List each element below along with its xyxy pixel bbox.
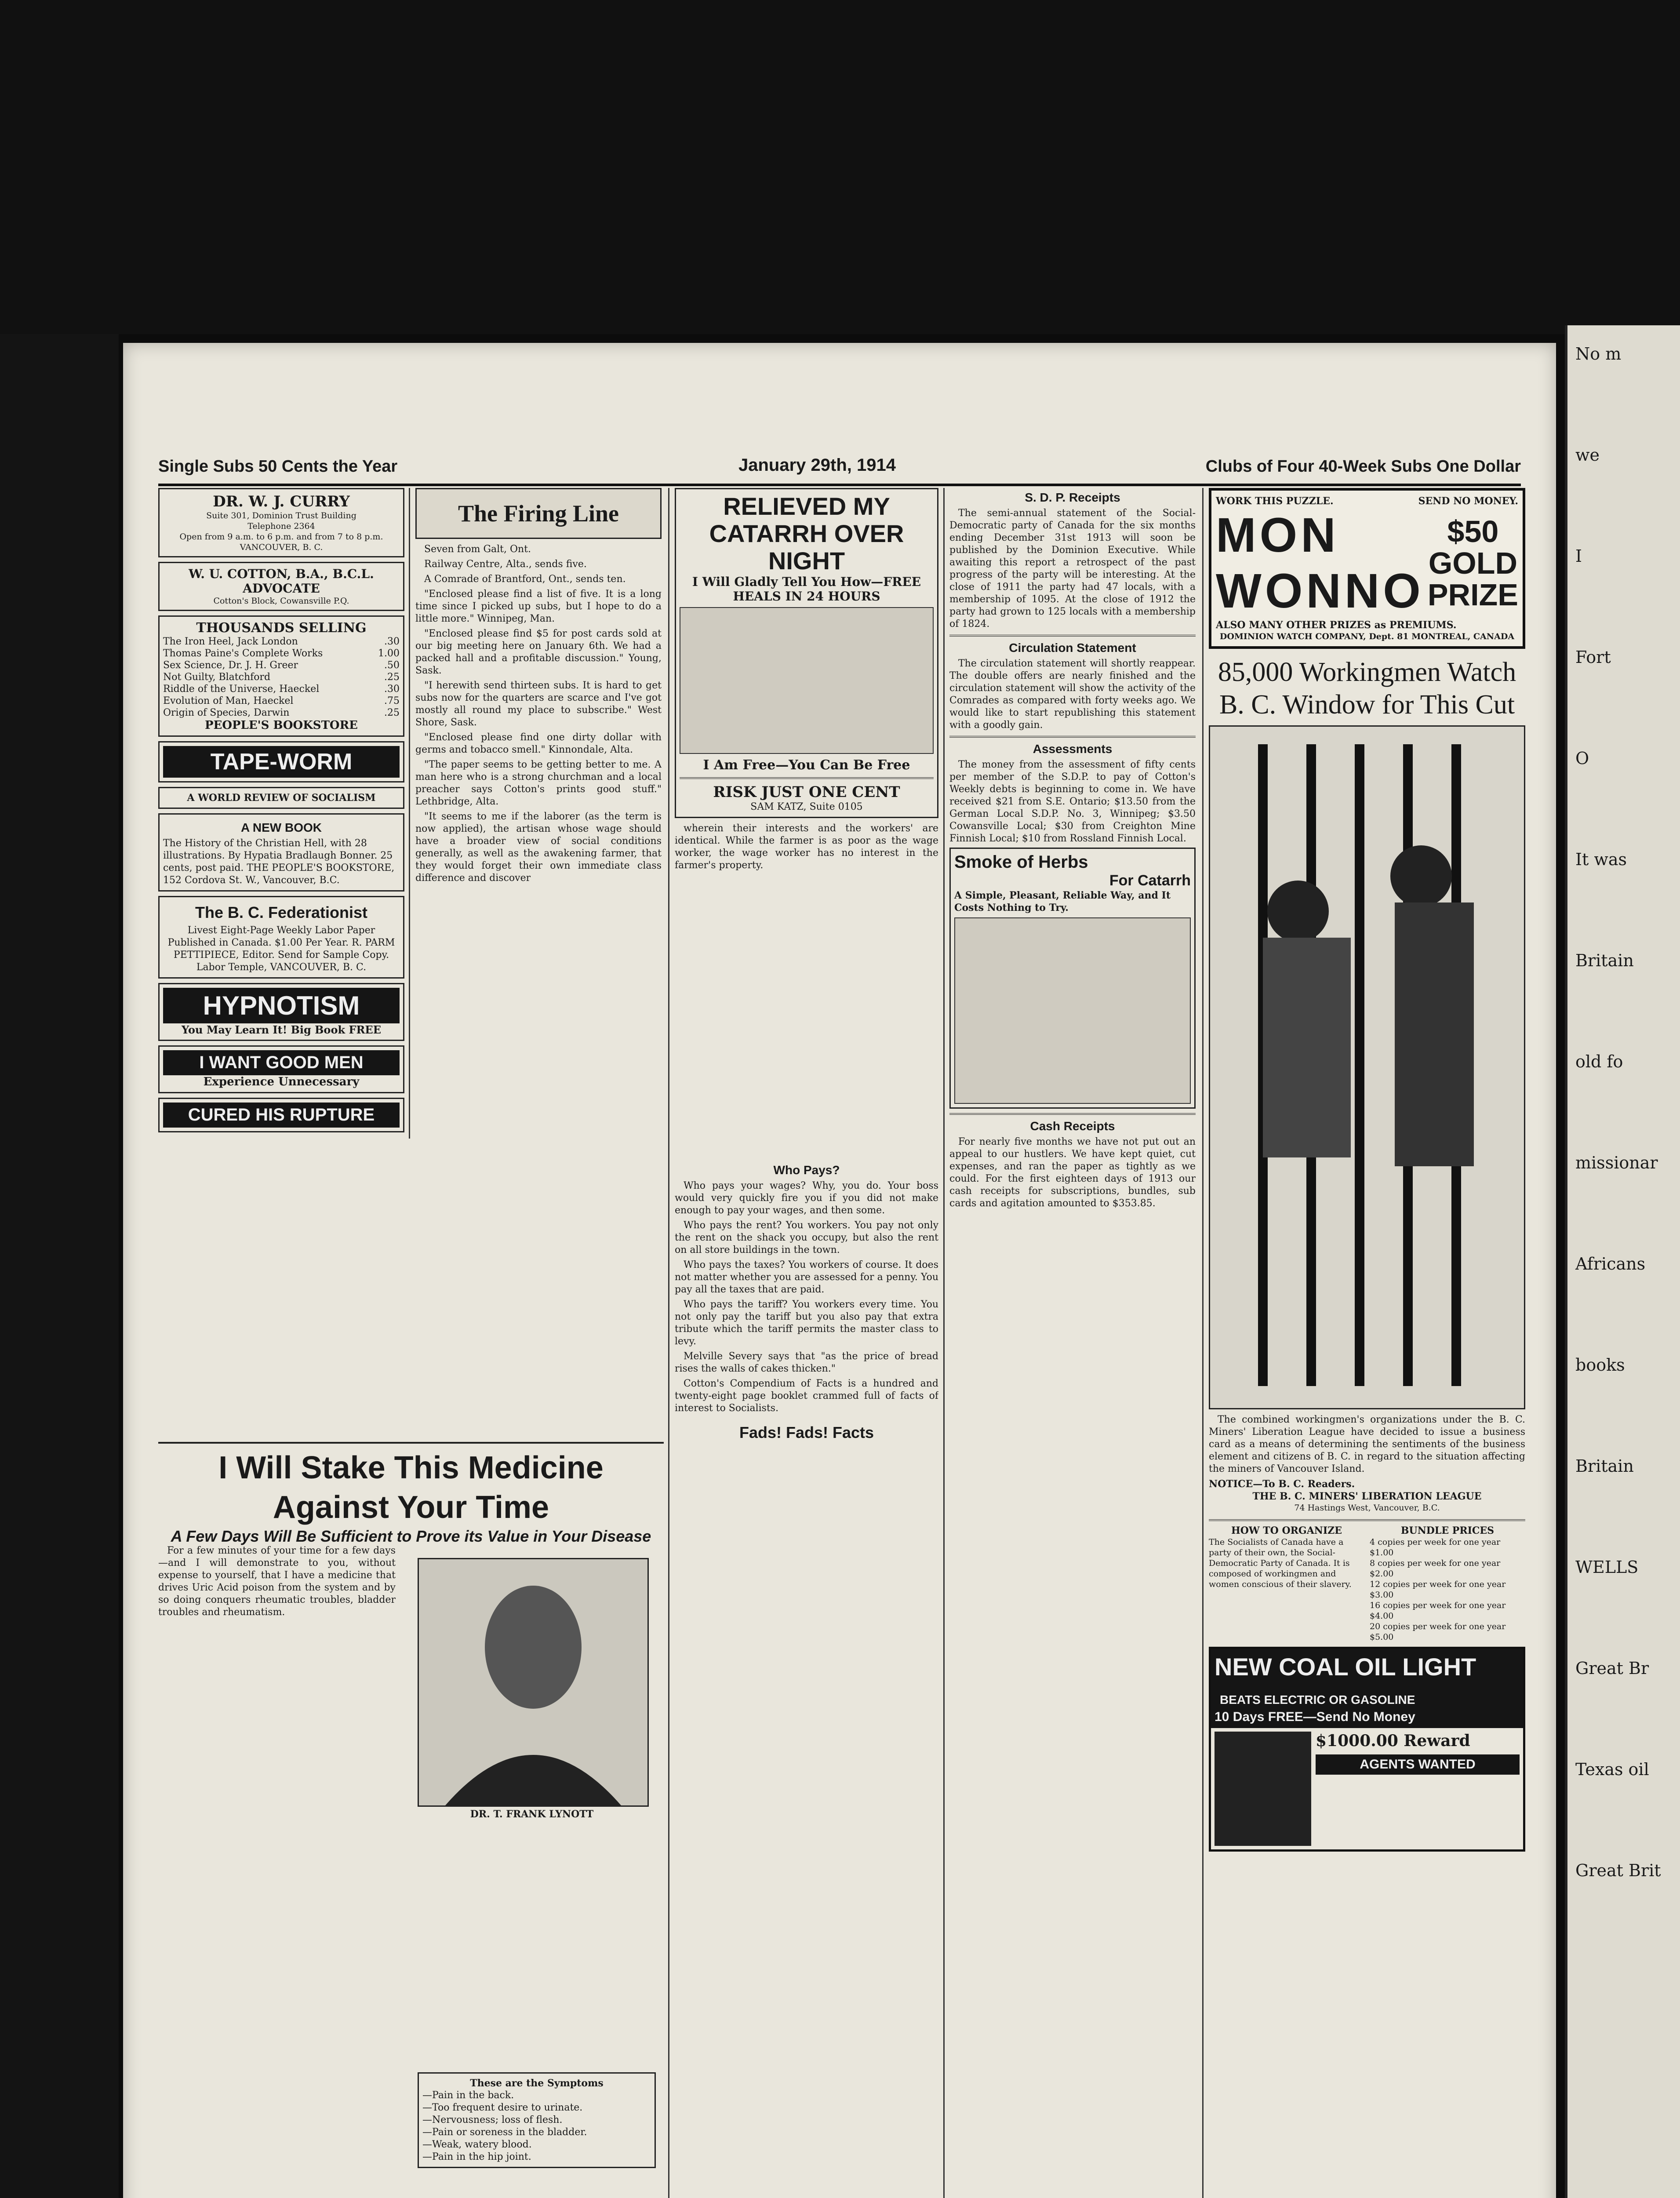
symptom-item: —Pain or soreness in the bladder.: [422, 2127, 587, 2138]
adjacent-text-fragment: Britain: [1575, 1456, 1634, 1476]
curry-line: Open from 9 a.m. to 6 p.m. and from 7 to 8 p.m.: [179, 532, 383, 542]
symptoms-title: These are the Symptoms: [470, 2078, 604, 2089]
hypnotism-title: HYPNOTISM: [163, 988, 400, 1023]
column-rule: [668, 488, 669, 2198]
organize-text: The Socialists of Canada have a party of their own, the Social-Democratic Party of Canada. It is composed of workingmen and women conscious of their slavery.: [1209, 1537, 1352, 1589]
miners-address: 74 Hastings West, Vancouver, B.C.: [1294, 1503, 1440, 1513]
symptom-item: —Nervousness; loss of flesh.: [422, 2114, 563, 2125]
symptom-item: —Pain in the hip joint.: [422, 2151, 531, 2162]
divider: [949, 1113, 1196, 1115]
assessments-title: Assessments: [1033, 742, 1113, 756]
curry-name: DR. W. J. CURRY: [213, 493, 350, 510]
bundle-price-item: 8 copies per week for one year $2.00: [1370, 1558, 1501, 1579]
smoke-title: Smoke of Herbs: [954, 852, 1088, 872]
tapeworm-title: TAPE-WORM: [163, 746, 400, 778]
catarrh-ad: [675, 488, 938, 818]
book-title: Riddle of the Universe, Haeckel: [163, 684, 320, 695]
bundle-block: [1370, 1525, 1525, 1642]
smoke-illustration: [954, 917, 1191, 1104]
coal-reward: $1000.00 Reward: [1316, 1732, 1470, 1750]
coal-sub: 10 Days FREE—Send No Money: [1215, 1710, 1415, 1724]
masthead-date: January 29th, 1914: [738, 455, 896, 475]
symptom-item: —Pain in the back.: [422, 2090, 514, 2101]
adjacent-text-fragment: Texas oil: [1575, 1760, 1649, 1779]
stake-medicine-ad: [158, 1442, 664, 2198]
book-list-item: [163, 695, 400, 707]
book-title: Evolution of Man, Haeckel: [163, 695, 294, 706]
thousands-title: THOUSANDS SELLING: [196, 620, 367, 636]
book-title: Origin of Species, Darwin: [163, 707, 290, 718]
book-price: .30: [384, 684, 400, 695]
hypnotism-ad: [158, 983, 404, 1041]
doctor-caption: DR. T. FRANK LYNOTT: [470, 1809, 594, 1820]
smoke-lead: A Simple, Pleasant, Reliable Way, and It Costs Nothing to Try.: [954, 890, 1171, 913]
puzzle-word-2: WONNO: [1216, 564, 1424, 618]
curry-line: VANCOUVER, B. C.: [240, 542, 323, 552]
puzzle-footer: DOMINION WATCH COMPANY, Dept. 81 MONTREAL, CANADA: [1219, 632, 1515, 641]
catarrh-title: RELIEVED MY CATARRH OVER NIGHT: [709, 492, 904, 575]
risk-title: RISK JUST ONE CENT: [713, 783, 900, 801]
circulation-text: The circulation statement will shortly reappear. The double offers are nearly finished and the circulation statement will show the activity of the Comrades as compared with forty weeks ago. We would like to start republishing this statement with a goodly gain.: [949, 658, 1196, 731]
coal-agents: AGENTS WANTED: [1316, 1754, 1520, 1775]
adjacent-page-text: [1567, 325, 1680, 1881]
book-title: Sex Science, Dr. J. H. Greer: [163, 660, 298, 671]
adjacent-page-fragment: [1565, 325, 1680, 2198]
divider: [949, 736, 1196, 738]
puzzle-top-right: SEND NO MONEY.: [1418, 495, 1518, 507]
stake-text: For a few minutes of your time for a few days—and I will demonstrate to you, without expense to yourself, that I have a medicine that drives Uric Acid poison from the system and by so doing conquers rheumatic troubles, bladder troubles and rheumatism.: [158, 1545, 396, 1618]
book-price: .30: [384, 636, 400, 647]
organize-block: [1209, 1525, 1364, 1642]
curry-line: Telephone 2364: [247, 521, 315, 531]
cotton-ad: [158, 562, 404, 611]
cotton-name: W. U. COTTON, B.A., B.C.L. ADVOCATE: [189, 567, 374, 596]
coal-header: [1211, 1649, 1523, 1728]
prize-label: PRIZE: [1427, 578, 1518, 612]
organize-title: HOW TO ORGANIZE: [1231, 1525, 1342, 1536]
column-window: [1209, 488, 1525, 2198]
rupture-ad: [158, 1098, 404, 1132]
who-pays-paragraph: Who pays the taxes? You workers of course. It does not matter whether you are assessed for a penny. You pay all the taxes that are paid.: [675, 1259, 938, 1295]
firing-line-paragraph: "The paper seems to be getting better to me. A man here who is a strong churchman and a local preacher says Cotton's prints good stuff." Lethbridge, Alta.: [415, 759, 662, 807]
column-receipts: [949, 488, 1196, 2198]
firing-line-banner: [415, 488, 662, 539]
organize-bundle-row: [1209, 1519, 1525, 1642]
book-title: Thomas Paine's Complete Works: [163, 648, 323, 659]
column-rule: [1202, 488, 1204, 2198]
bundle-list: [1370, 1537, 1525, 1642]
puzzle-word-1: MON: [1216, 508, 1339, 562]
book-list-item: [163, 671, 400, 683]
adjacent-text-fragment: Africans: [1575, 1254, 1646, 1274]
world-review-ad: A WORLD REVIEW OF SOCIALISM: [158, 787, 404, 809]
symptom-item: —Weak, watery blood.: [422, 2139, 532, 2150]
adjacent-text-fragment: books: [1575, 1355, 1625, 1375]
puzzle-also: ALSO MANY OTHER PRIZES as PREMIUMS.: [1216, 619, 1457, 631]
new-book-title: A NEW BOOK: [240, 821, 322, 834]
scan-border-top: [0, 0, 1680, 334]
puzzle-prize: [1428, 516, 1518, 611]
firing-line-paragraph: "I herewith send thirteen subs. It is hard to get subs now for the quarters are scarce and I've got mostly all round my place to subscribe." West Shore, Sask.: [415, 680, 662, 728]
prison-illustration: [1209, 725, 1525, 1409]
book-list-item: [163, 683, 400, 695]
column-who-pays: [675, 1161, 938, 2198]
firing-line-paragraph: "Enclosed please find a list of five. It is a long time since I picked up subs, but I hope to do a little more." Winnipeg, Man.: [415, 589, 662, 624]
miners-notice: NOTICE—To B. C. Readers.: [1209, 1478, 1355, 1490]
column-catarrh: [675, 488, 938, 1139]
tapeworm-ad: [158, 741, 404, 782]
puzzle-top: [1216, 495, 1518, 507]
book-price: .25: [384, 707, 400, 718]
firing-line-paragraph: "Enclosed please find $5 for post cards sold at our big meeting here on January 6th. We had a packed hall and a profitable discussion." Young, Sask.: [415, 628, 662, 676]
column-rule: [943, 488, 945, 2198]
masthead-right: Clubs of Four 40-Week Subs One Dollar: [1205, 457, 1521, 476]
bookstore-name: PEOPLE'S BOOKSTORE: [204, 719, 358, 732]
doctor-portrait: [418, 1558, 649, 1807]
adjacent-text-fragment: old fo: [1575, 1052, 1623, 1071]
who-pays-text: [675, 1180, 938, 1415]
adjacent-text-fragment: Fort: [1575, 648, 1611, 667]
book-price: .75: [384, 695, 400, 706]
symptoms-box: [418, 2072, 656, 2168]
who-pays-paragraph: Cotton's Compendium of Facts is a hundred and twenty-eight page booklet crammed full of facts of interest to Socialists.: [675, 1378, 938, 1414]
adjacent-text-fragment: Great Brit: [1575, 1861, 1661, 1880]
book-list: [163, 636, 400, 719]
adjacent-text-fragment: WELLS: [1575, 1558, 1639, 1577]
catarrh-illustration: [680, 607, 934, 754]
col3-text: [675, 822, 938, 872]
book-title: The Iron Heel, Jack London: [163, 636, 298, 647]
firing-line-paragraph: Seven from Galt, Ont.: [424, 544, 531, 555]
puzzle-body: [1216, 507, 1518, 619]
free-title: I Am Free—You Can Be Free: [703, 757, 910, 773]
coal-body: [1211, 1728, 1523, 1849]
column-firing-line: [415, 488, 662, 1139]
puzzle-ad: [1209, 488, 1525, 649]
who-pays-paragraph: Who pays your wages? Why, you do. Your boss would very quickly fire you if you did not make enough to pay your wages, and then some.: [675, 1180, 938, 1216]
new-book-ad: [158, 813, 404, 892]
book-list-item: [163, 707, 400, 719]
divider: [680, 777, 934, 779]
who-pays-paragraph: Who pays the tariff? You workers every time. You not only pay the tariff but you also pay that extra tribute which the tariff permits the master class to levy.: [675, 1299, 938, 1347]
coal-tag: BEATS ELECTRIC OR GASOLINE: [1220, 1693, 1415, 1707]
stake-title: I Will Stake This Medicine Against Your Time: [218, 1450, 604, 1525]
want-men-ad: [158, 1045, 404, 1093]
adjacent-text-fragment: Britain: [1575, 951, 1634, 970]
book-price: .25: [384, 672, 400, 683]
bundle-title: BUNDLE PRICES: [1400, 1525, 1495, 1536]
circulation-title: Circulation Statement: [1009, 641, 1136, 655]
prize-amount: $50: [1447, 514, 1499, 549]
col3-paragraph: wherein their interests and the workers' are identical. While the farmer is as poor as the wage worker, the wage worker has no interest in the farmer's property.: [675, 823, 938, 871]
adjacent-text-fragment: O: [1575, 749, 1589, 768]
masthead-left: Single Subs 50 Cents the Year: [158, 457, 398, 476]
firing-line-text: [415, 543, 662, 884]
bundle-price-item: 16 copies per week for one year $4.00: [1370, 1601, 1506, 1621]
federationist-text: Livest Eight-Page Weekly Labor Paper Published in Canada. $1.00 Per Year. R. PARM PETTIPIECE, Editor. Send for Sample Copy. Labor Temple, VANCOUVER, B. C.: [167, 925, 395, 973]
puzzle-top-left: WORK THIS PUZZLE.: [1216, 495, 1334, 507]
firing-line-title: The Firing Line: [458, 500, 619, 527]
book-price: 1.00: [378, 648, 400, 659]
coal-title: NEW COAL OIL LIGHT: [1215, 1653, 1476, 1681]
scan-border-left: [0, 334, 119, 2198]
firing-line-paragraph: "Enclosed please find one dirty dollar with germs and tobacco smell." Kinnondale, Alta.: [415, 732, 662, 755]
firing-line-paragraph: A Comrade of Brantford, Ont., sends ten.: [424, 574, 626, 585]
prize-gold: GOLD: [1428, 546, 1518, 580]
portrait-drawing: [419, 1559, 647, 1805]
thousands-ad: [158, 615, 404, 737]
symptom-item: —Too frequent desire to urinate.: [422, 2102, 583, 2113]
symptom-list: [422, 2089, 651, 2163]
bundle-price-item: 4 copies per week for one year $1.00: [1370, 1537, 1501, 1558]
federationist-title: The B. C. Federationist: [195, 903, 368, 921]
coal-oil-ad: [1209, 1647, 1525, 1852]
book-list-item: [163, 659, 400, 671]
smoke-herbs-ad: [949, 848, 1196, 1109]
fads-title: Fads! Fads! Facts: [739, 1423, 874, 1441]
adjacent-text-fragment: No m: [1575, 344, 1622, 364]
bundle-price-item: 12 copies per week for one year $3.00: [1370, 1579, 1506, 1600]
stake-sub: A Few Days Will Be Sufficient to Prove its Value in Your Disease: [171, 1527, 651, 1545]
cash-text: For nearly five months we have not put out an appeal to our hustlers. We have kept quiet, cut expenses, and ran the paper as tightly as we could. For the first eighteen days of 1913 our cash receipts for subscriptions, bundles, sub cards and agitation amounted to $353.85.: [949, 1136, 1196, 1209]
miners-text: The combined workingmen's organizations under the B. C. Miners' Liberation League have decided to issue a business card as a means of determining the sentiments of the business element and citizens of B. C. in regard to the situation affecting the miners of Vancouver Island.: [1209, 1414, 1525, 1474]
adjacent-text-fragment: missionar: [1575, 1153, 1658, 1172]
sdp-title: S. D. P. Receipts: [1025, 491, 1120, 504]
book-list-item: [163, 648, 400, 659]
catarrh-sub: I Will Gladly Tell You How—FREE: [692, 575, 921, 589]
stake-left-text: [158, 1545, 396, 1621]
hypnotism-sub: You May Learn It! Big Book FREE: [181, 1023, 382, 1036]
adjacent-text-fragment: It was: [1575, 850, 1627, 869]
firing-line-paragraph: "It seems to me if the laborer (as the term is now applied), the artisan whose wage should have a broader view of social conditions generally, as well as the awakening farmer, that they would forget their own immediate class difference and discover: [415, 811, 662, 884]
smoke-sub: For Catarrh: [1109, 872, 1191, 889]
masthead: [158, 453, 1521, 486]
sdp-text: The semi-annual statement of the Social-Democratic party of Canada for the six months ending December 31st 1913 will soon be published by the Dominion Executive. While awaiting this report a retrospect of the past progress of the party will be interesting. At the close of 1911 the party had 47 locals, with a membership of 1095. At the close of 1912 the party had grown to 125 locals with a membership of 1824.: [949, 508, 1196, 630]
risk-signature: SAM KATZ, Suite 0105: [750, 801, 863, 812]
coal-text: [1316, 1732, 1520, 1846]
adjacent-text-fragment: Great Br: [1575, 1659, 1649, 1678]
prison-bars-drawing: [1210, 727, 1525, 1408]
newspaper-page: [123, 343, 1556, 2198]
catarrh-heals: HEALS IN 24 HOURS: [733, 589, 880, 604]
adjacent-text-fragment: I: [1575, 546, 1582, 566]
adjacent-text-fragment: we: [1575, 445, 1600, 465]
divider: [949, 635, 1196, 637]
miners-league: THE B. C. MINERS' LIBERATION LEAGUE: [1252, 1491, 1482, 1502]
who-pays-title: Who Pays?: [773, 1163, 840, 1177]
curry-ad: [158, 488, 404, 557]
book-list-item: [163, 636, 400, 648]
workingmen-headline: 85,000 Workingmen Watch B. C. Window for This Cut: [1218, 657, 1516, 720]
who-pays-paragraph: Who pays the rent? You workers. You pay not only the rent on the shack you occupy, but also the rent on all store buildings in the town.: [675, 1220, 938, 1255]
assessments-text: The money from the assessment of fifty cents per member of the S.D.P. to pay of Cotton's Weekly debts is beginning to come in. We have received $21 from S.E. Ontario; $13.50 from the German Local S.D.P. No. 3, Winnipeg; $3.50 Cowansville Local; $30 from Creighton Mine Finnish Local; $10 from Rossland Finnish Local.: [949, 759, 1196, 844]
puzzle-words: [1216, 507, 1424, 619]
lamp-illustration: [1215, 1732, 1311, 1846]
new-book-text: The History of the Christian Hell, with 28 illustrations. By Hypatia Bradlaugh Bonner. 25 cents, post paid. THE PEOPLE'S BOOKSTORE, 152 Cordova St. W., Vancouver, B.C.: [163, 838, 395, 886]
cotton-line: Cotton's Block, Cowansville P.Q.: [213, 596, 349, 606]
book-price: .50: [384, 660, 400, 671]
who-pays-paragraph: Melville Severy says that "as the price of bread rises the walls of cakes thicken.": [675, 1351, 938, 1374]
firing-line-paragraph: Railway Centre, Alta., sends five.: [424, 559, 587, 570]
federationist-ad: [158, 896, 404, 979]
cash-title: Cash Receipts: [1030, 1119, 1115, 1133]
bundle-price-item: 20 copies per week for one year $5.00: [1370, 1622, 1506, 1642]
column-rule: [409, 488, 410, 1139]
rupture-title: CURED HIS RUPTURE: [163, 1103, 400, 1128]
want-men-sub: Experience Unnecessary: [203, 1075, 360, 1088]
book-title: Not Guilty, Blatchford: [163, 672, 271, 683]
curry-line: Suite 301, Dominion Trust Building: [206, 511, 356, 520]
want-men-title: I WANT GOOD MEN: [163, 1050, 400, 1075]
